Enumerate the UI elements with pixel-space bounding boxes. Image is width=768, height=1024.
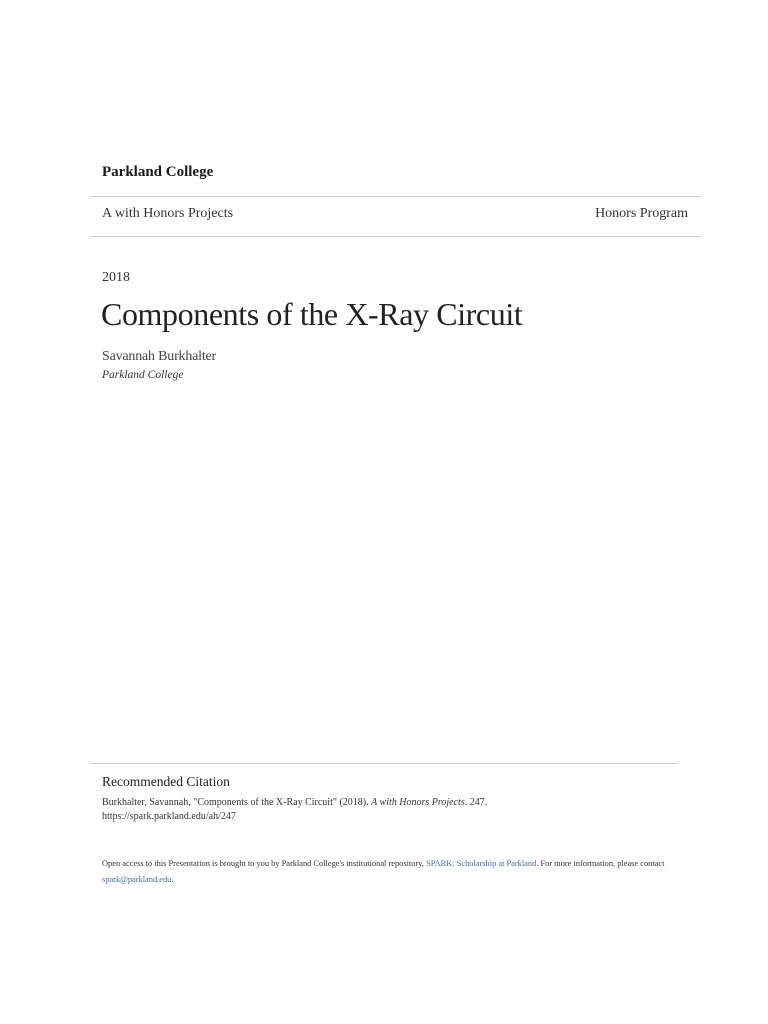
series-link[interactable]: A with Honors Projects	[102, 206, 234, 221]
publication-year: 2018	[102, 270, 130, 285]
author-name[interactable]: Savannah Burkhalter	[102, 349, 216, 364]
citation-text	[102, 796, 662, 824]
author-affiliation: Parkland College	[102, 369, 184, 381]
header-bottom-divider	[90, 236, 701, 237]
header-top-divider	[90, 196, 701, 197]
citation-suffix: . 247.	[464, 797, 488, 808]
citation-url[interactable]: https://spark.parkland.edu/ah/247	[102, 811, 236, 822]
document-title: Components of the X-Ray Circuit	[101, 296, 523, 332]
citation-prefix: Burkhalter, Savannah, "Components of the X-Ray Circuit" (2018).	[102, 797, 372, 808]
program-link[interactable]: Honors Program	[595, 206, 688, 221]
access-text-2: . For more information, please contact	[536, 859, 665, 868]
citation-divider	[90, 763, 678, 764]
repository-link[interactable]: SPARK: Scholarship at Parkland	[426, 859, 537, 868]
citation-series: A with Honors Projects	[371, 797, 465, 808]
open-access-note	[102, 856, 672, 888]
contact-email-link[interactable]: spark@parkland.edu	[102, 875, 172, 884]
citation-heading: Recommended Citation	[102, 774, 230, 789]
institution-name: Parkland College	[102, 164, 214, 180]
access-text-1: Open access to this Presentation is brought to you by Parkland College's institutional repository,	[102, 859, 427, 868]
access-text-3: .	[171, 875, 174, 884]
